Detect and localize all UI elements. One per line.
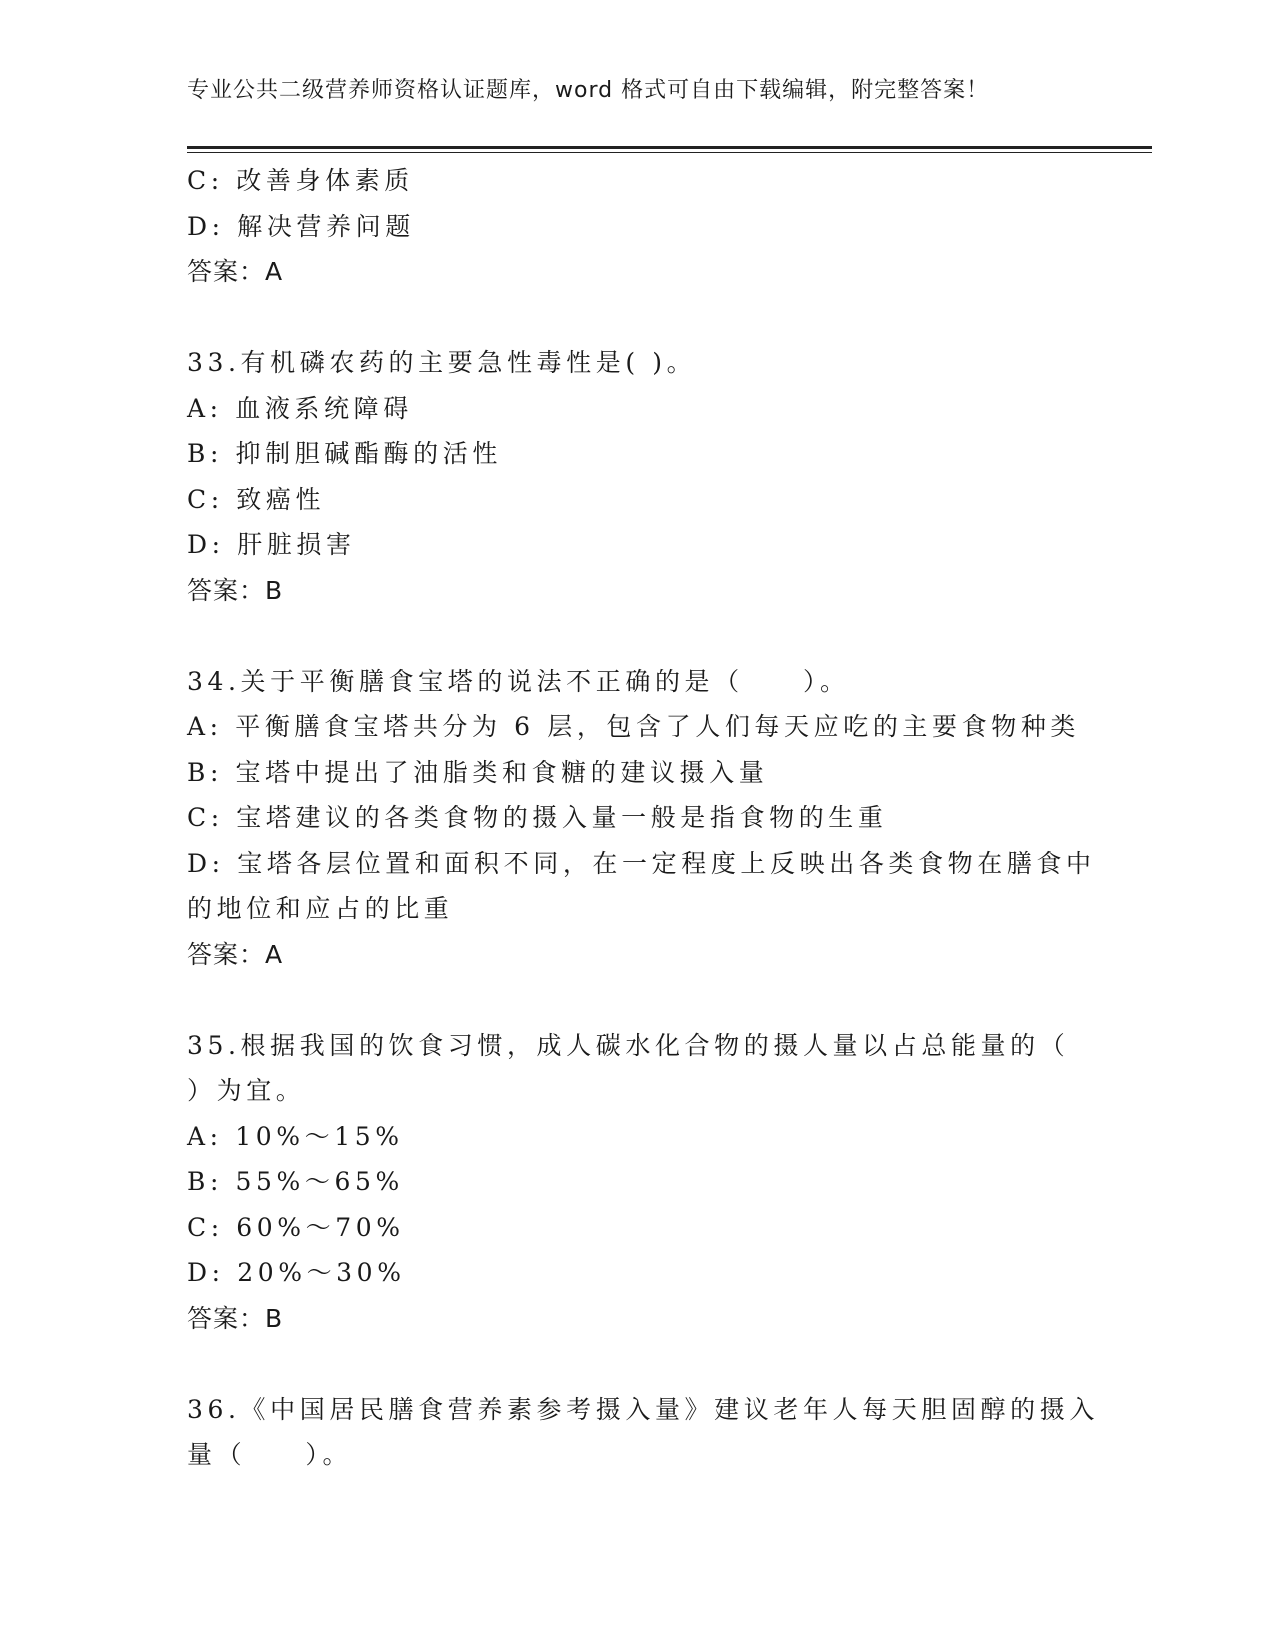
option-a: A: 10%～15%	[187, 1121, 404, 1151]
page-header: 专业公共二级营养师资格认证题库，word 格式可自由下载编辑，附完整答案！	[187, 78, 990, 103]
option-c: C: 改善身体素质	[187, 166, 414, 195]
header-rule-thick	[187, 146, 1152, 149]
spacer	[187, 295, 1087, 341]
option-d: D: 宝塔各层位置和面积不同，在一定程度上反映出各类食物在膳食中	[187, 848, 1096, 878]
question-stem-continued: ）为宜。	[187, 1076, 306, 1105]
option-d: D: 20%～30%	[187, 1258, 406, 1287]
answer: 答案：B	[187, 575, 284, 605]
option-a: A: 血液系统障碍	[187, 393, 413, 423]
spacer	[187, 613, 1087, 659]
question-stem: 35.根据我国的饮食习惯，成人碳水化合物的摄人量以占总能量的（	[187, 1030, 1070, 1060]
option-b: B: 宝塔中提出了油脂类和食糖的建议摄入量	[187, 757, 769, 787]
option-a: A: 平衡膳食宝塔共分为 6 层，包含了人们每天应吃的主要食物种类	[187, 712, 1081, 741]
option-d: D: 解决营养问题	[187, 211, 415, 241]
question-stem: 34.关于平衡膳食宝塔的说法不正确的是（ ）。	[187, 666, 850, 696]
option-b: B: 55%～65%	[187, 1167, 404, 1196]
question-stem: 33.有机磷农药的主要急性毒性是( )。	[187, 348, 697, 377]
option-d: D: 肝脏损害	[187, 530, 356, 559]
option-d-continued: 的地位和应占的比重	[187, 894, 454, 923]
answer: 答案：A	[187, 939, 284, 969]
question-content	[187, 158, 1099, 1478]
option-c: C: 60%～70%	[187, 1212, 405, 1242]
question-stem-continued: 量（ ）。	[187, 1440, 353, 1469]
spacer	[187, 977, 1087, 1023]
question-stem: 36.《中国居民膳食营养素参考摄入量》建议老年人每天胆固醇的摄入	[187, 1394, 1099, 1424]
answer: 答案：A	[187, 257, 284, 286]
option-c: C: 致癌性	[187, 484, 326, 514]
option-c: C: 宝塔建议的各类食物的摄入量一般是指食物的生重	[187, 803, 888, 832]
spacer	[187, 1341, 1087, 1387]
option-b: B: 抑制胆碱酯酶的活性	[187, 439, 502, 468]
header-rule-thin	[187, 152, 1152, 153]
answer: 答案：B	[187, 1303, 284, 1333]
